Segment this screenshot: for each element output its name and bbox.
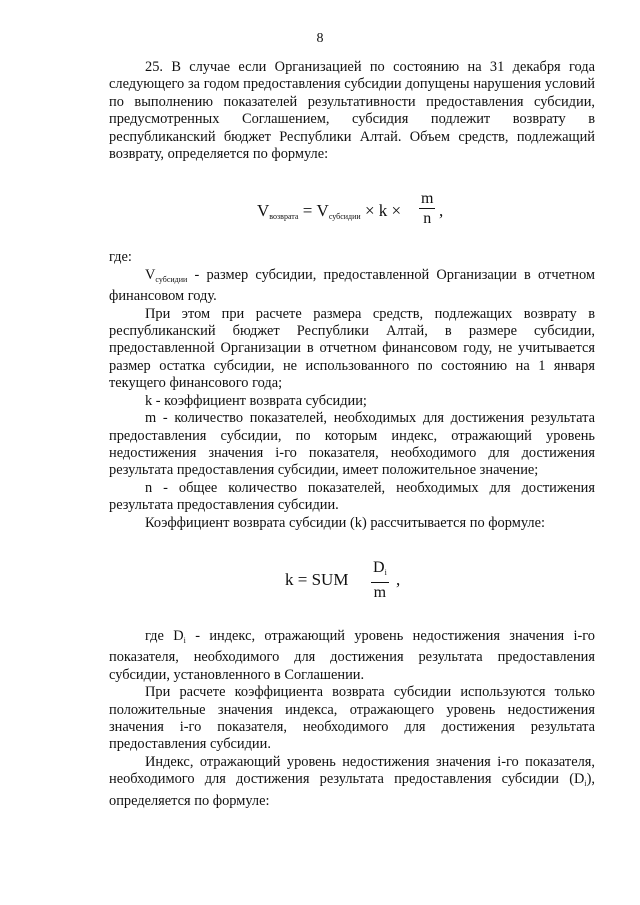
formula2-comma: ,	[396, 569, 401, 589]
formula2-numerator-sub: i	[384, 567, 387, 577]
formula1-fraction	[419, 189, 435, 228]
formula1-numerator: m	[421, 190, 434, 208]
formula-return-coefficient	[109, 558, 595, 601]
calculation-note: При этом при расчете размера средств, подлежащих возврату в республиканский бюджет Республики Алтай, в размере субсидии, предоставленной Организации в отчетном финансовом году, не учитывается размер остатка субсидии, не использованного по состоянию на 1 января текущего финансового года;	[109, 305, 595, 392]
n-definition: n - общее количество показателей, необходимых для достижения результата предоставления субсидии.	[109, 479, 595, 514]
formula2-numerator: D	[373, 558, 385, 576]
coefficient-intro: Коэффициент возврата субсидии (k) рассчитывается по формуле:	[145, 514, 545, 531]
formula2-lhs: k	[285, 569, 294, 589]
where-label: где:	[109, 249, 132, 266]
v-subsidy-definition: $V_{субсидии}$ - размер субсидии, предоставленной Организации в отчетном финансовом году.	[109, 266, 595, 305]
m-definition: m - количество показателей, необходимых для достижения результата предоставления субсидии, по которым индекс, отражающий уровень недостижения значения i-го показателя, необходимого для достижения результата предоставления субсидии, имеет положительное значение;	[109, 410, 595, 479]
formula1-denominator: n	[423, 210, 432, 228]
document-body	[109, 59, 595, 810]
formula-return-volume	[109, 189, 595, 229]
formula1-rhs-var: V	[316, 201, 329, 221]
page-number: 8	[316, 31, 324, 46]
formula2-fraction	[371, 558, 389, 602]
paragraph-25: 25. В случае если Организацией по состоянию на 31 декабря года следующего за годом предоставления субсидии допущены нарушения условий по выполнению показателей результативности предоставления субсидии, предусмотренных Соглашением, субсидия подлежит возврату в республиканский бюджет Республики Алтай. Объем средств, подлежащий возврату, определяется по формуле:	[109, 59, 595, 163]
k-definition: k - коэффициент возврата субсидии;	[145, 392, 367, 409]
formula2-sum: SUM	[311, 569, 349, 589]
formula1-eq: =	[302, 201, 313, 221]
formula1-times1: ×	[364, 201, 375, 221]
formula1-rhs-sub: субсидии	[328, 212, 361, 222]
formula1-k: k	[378, 201, 388, 221]
formula2-denominator: m	[373, 583, 387, 601]
di-definition: где $D_i$ - индекс, отражающий уровень недостижения значения i-го показателя, необходимого для достижения результата предоставления субсидии, установленного в Соглашении.	[109, 627, 595, 683]
formula1-lhs-var: V	[257, 201, 270, 221]
formula1-times2: ×	[391, 201, 402, 221]
formula2-eq: =	[297, 569, 308, 589]
positive-values-note: При расчете коэффициента возврата субсидии используются только положительные значения индекса, отражающего уровень недостижения значения i-го показателя, необходимого для достижения результата предоставления субсидии.	[109, 684, 595, 753]
index-intro: Индекс, отражающий уровень недостижения значения i-го показателя, необходимого для достижения результата предоставления субсидии $(D_i)$, определяется по формуле:	[109, 753, 595, 809]
formula1-comma: ,	[439, 201, 444, 221]
formula1-lhs-sub: возврата	[269, 212, 299, 222]
